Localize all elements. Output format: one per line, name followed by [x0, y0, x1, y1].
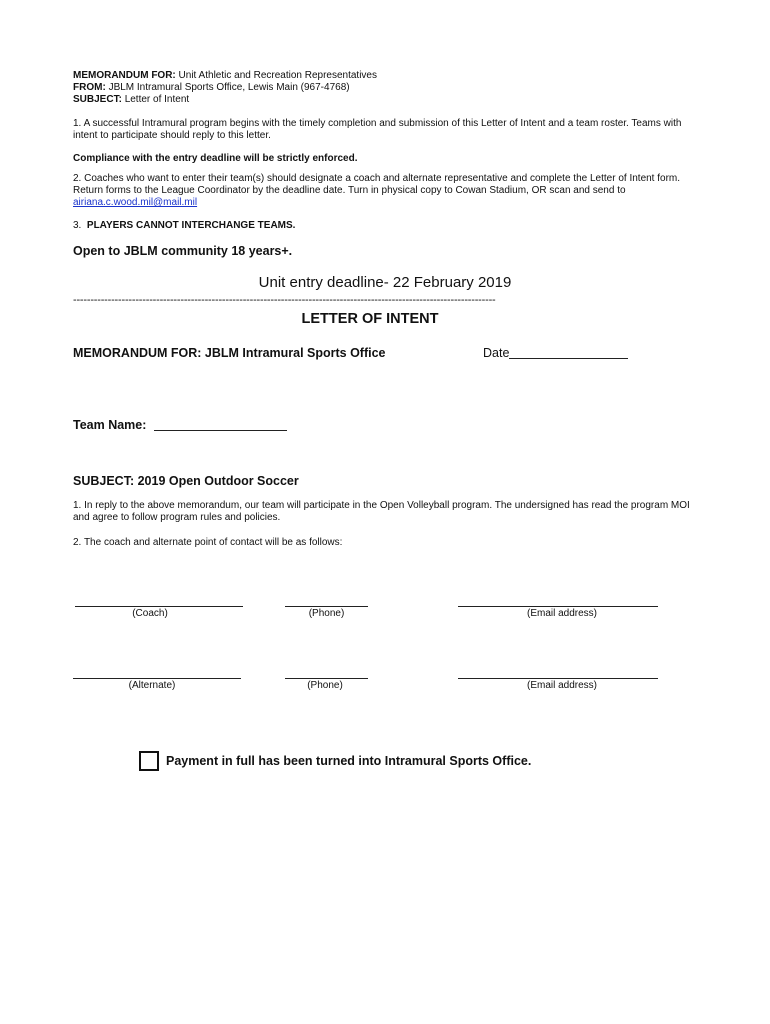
- team-name-label: Team Name:: [73, 418, 147, 432]
- paragraph-3: [73, 220, 295, 232]
- memo-for-line: [73, 70, 377, 82]
- alternate-line[interactable]: [73, 678, 241, 679]
- alternate-email-line[interactable]: [458, 678, 658, 679]
- separator-line: --------------------------------------------------------------------------------------------------------------------------: [73, 294, 496, 306]
- memo-from-line: [73, 82, 350, 94]
- memo-from-value: JBLM Intramural Sports Office, Lewis Main (967-4768): [108, 82, 350, 93]
- coach-phone-line[interactable]: [285, 606, 368, 607]
- date-line[interactable]: [509, 358, 628, 359]
- date-field[interactable]: [483, 346, 628, 360]
- form-subject: SUBJECT: 2019 Open Outdoor Soccer: [73, 474, 299, 488]
- alternate-caption: (Alternate): [128, 680, 176, 691]
- memo-subject-label: SUBJECT:: [73, 94, 122, 105]
- memo-subject-line: [73, 94, 189, 106]
- paragraph-2-text: 2. Coaches who want to enter their team(s) should designate a coach and alternate representative and complete the Letter of Intent form. Return forms to the League Coordinator by the deadline date. Turn in physical copy to Cowan Stadium, OR scan and send to: [73, 173, 681, 196]
- paragraph-3-number: 3.: [73, 220, 82, 231]
- contact-paragraph: 2. The coach and alternate point of contact will be as follows:: [73, 537, 343, 548]
- memo-for-label: MEMORANDUM FOR:: [73, 70, 176, 81]
- coach-email-caption: (Email address): [526, 608, 598, 619]
- memo-from-label: FROM:: [73, 82, 106, 93]
- coach-email-line[interactable]: [458, 606, 658, 607]
- team-name-line[interactable]: [154, 430, 287, 431]
- paragraph-1: 1. A successful Intramural program begins with the timely completion and submission of this Letter of Intent and a team roster. Teams with intent to participate should reply to this letter.: [73, 118, 682, 141]
- payment-checkbox[interactable]: [139, 751, 159, 771]
- paragraph-2: [73, 173, 698, 209]
- coach-line[interactable]: [75, 606, 243, 607]
- form-memo-for: MEMORANDUM FOR: JBLM Intramural Sports Office: [73, 346, 386, 360]
- memo-subject-value: Letter of Intent: [124, 94, 190, 105]
- payment-statement: Payment in full has been turned into Intramural Sports Office.: [166, 754, 532, 768]
- memo-for-value: Unit Athletic and Recreation Representatives: [178, 70, 377, 81]
- open-to-notice: Open to JBLM community 18 years+.: [73, 244, 293, 258]
- reply-paragraph: 1. In reply to the above memorandum, our team will participate in the Open Volleyball program. The undersigned has read the program MOI and agree to follow program rules and policies.: [73, 500, 690, 523]
- team-name-field[interactable]: [73, 418, 287, 432]
- compliance-notice: Compliance with the entry deadline will be strictly enforced.: [73, 153, 358, 164]
- email-link[interactable]: airiana.c.wood.mil@mail.mil: [73, 197, 198, 208]
- alternate-phone-line[interactable]: [285, 678, 368, 679]
- entry-deadline: Unit entry deadline- 22 February 2019: [258, 274, 512, 291]
- letter-title: LETTER OF INTENT: [301, 311, 439, 327]
- alternate-phone-caption: (Phone): [307, 680, 343, 691]
- date-label: Date: [483, 346, 510, 360]
- paragraph-3-text: PLAYERS CANNOT INTERCHANGE TEAMS.: [86, 220, 296, 231]
- alternate-email-caption: (Email address): [526, 680, 598, 691]
- coach-caption: (Coach): [132, 608, 168, 619]
- coach-phone-caption: (Phone): [308, 608, 345, 619]
